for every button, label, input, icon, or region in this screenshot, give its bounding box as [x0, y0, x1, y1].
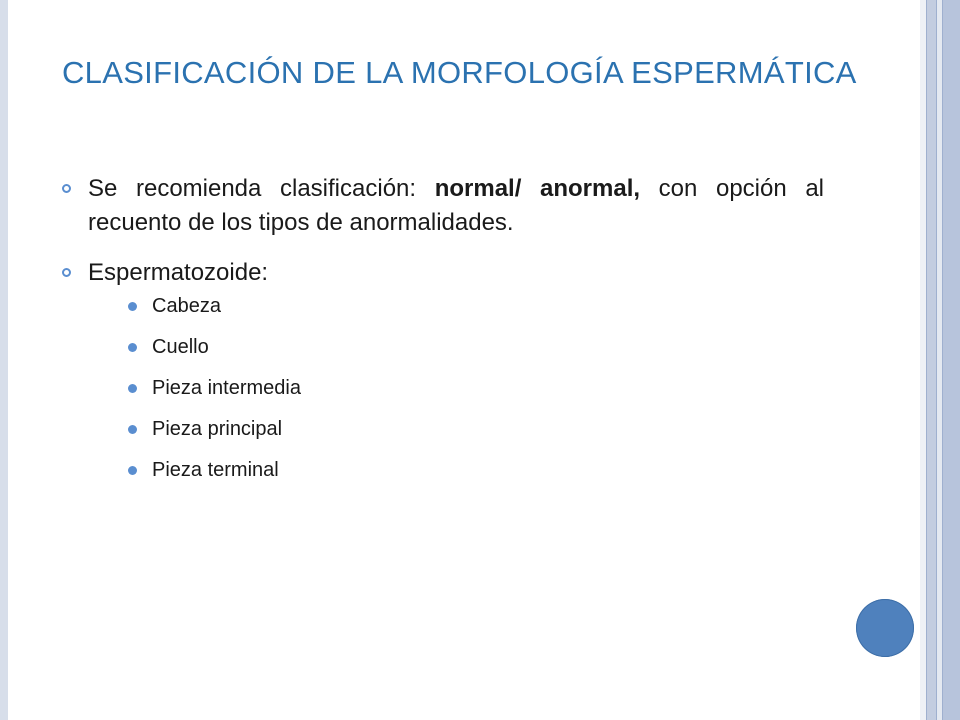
right-decor-band — [926, 0, 936, 720]
filled-dot-icon — [128, 425, 137, 434]
subitem-list — [88, 294, 824, 482]
list-item — [128, 335, 824, 359]
list-item — [128, 294, 824, 318]
slide-content — [62, 172, 824, 499]
list-item-label: Pieza terminal — [152, 459, 279, 481]
list-item-label: Pieza intermedia — [152, 377, 301, 399]
right-decor-band — [942, 0, 960, 720]
list-item-label: Cuello — [152, 336, 209, 358]
bullet-espermatozoide — [62, 256, 824, 482]
filled-dot-icon — [128, 466, 137, 475]
bullet-text-pre: Se recomienda clasificación: — [88, 175, 435, 202]
filled-dot-icon — [128, 384, 137, 393]
list-item-label: Cabeza — [152, 295, 221, 317]
filled-dot-icon — [128, 343, 137, 352]
list-item-label: Pieza principal — [152, 418, 283, 440]
bullet-text: Espermatozoide: — [88, 259, 269, 286]
hollow-circle-icon — [62, 184, 71, 193]
hollow-circle-icon — [62, 268, 71, 277]
right-decor-line — [926, 0, 927, 720]
bullet-text-bold: normal/ anormal, — [434, 175, 641, 202]
slide-title: CLASIFICACIÓN DE LA MORFOLOGÍA ESPERMÁTICA — [62, 55, 857, 90]
bullet-recommendation — [62, 172, 824, 240]
filled-dot-icon — [128, 302, 137, 311]
bullet-text-post: con opción al recuento de los tipos de anormalidades. — [88, 175, 824, 236]
list-item — [128, 458, 824, 482]
right-decor-line — [942, 0, 943, 720]
list-item — [128, 376, 824, 400]
list-item — [128, 417, 824, 441]
right-decor-line — [936, 0, 937, 720]
blue-circle-icon — [856, 599, 914, 657]
